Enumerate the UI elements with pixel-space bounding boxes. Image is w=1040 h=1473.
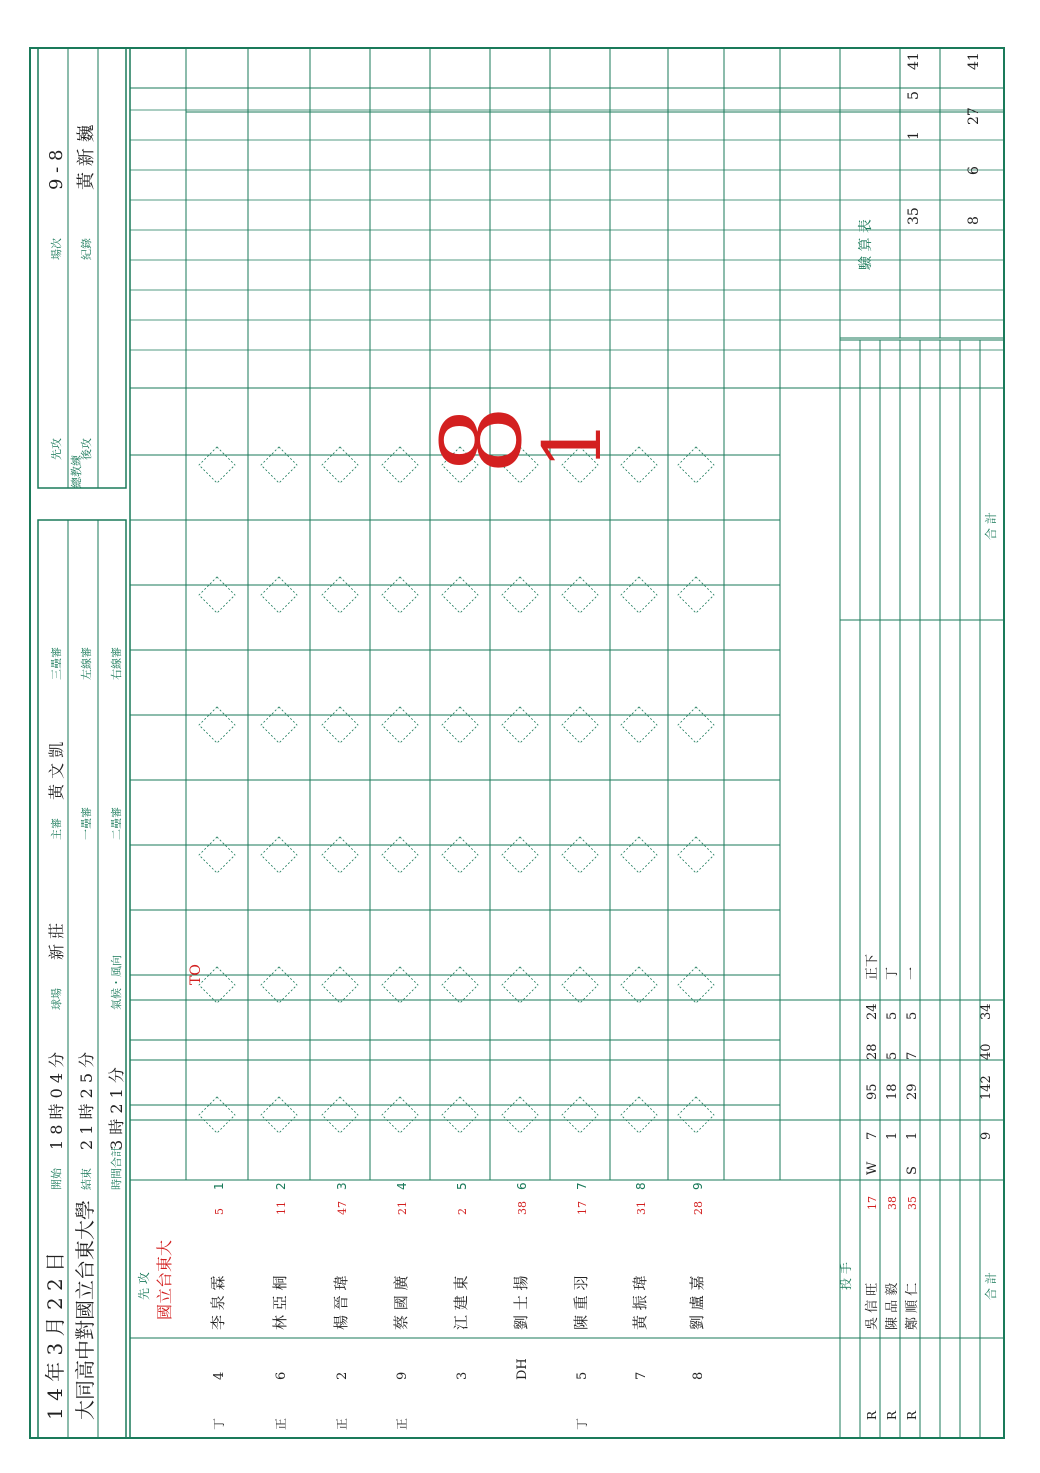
at-bat-diamond bbox=[678, 1097, 714, 1133]
at-bat-diamond bbox=[678, 447, 714, 483]
pitcher-hand: R bbox=[865, 1410, 879, 1420]
player-position: 7 bbox=[634, 1371, 649, 1380]
summary-bb: 5 bbox=[906, 91, 922, 100]
pitcher-batters-faced: 7 bbox=[905, 1051, 920, 1060]
at-bat-diamond bbox=[442, 967, 478, 1003]
pitcher-table bbox=[838, 954, 998, 1420]
batting-order: 7 bbox=[575, 1182, 589, 1190]
player-name: 劉 士 揚 bbox=[512, 1275, 530, 1330]
pitcher-innings: 1 bbox=[885, 1131, 900, 1140]
plate-umpire: 黃 文 凱 bbox=[47, 741, 66, 800]
at-bat-diamond bbox=[442, 837, 478, 873]
at-bat-diamond bbox=[678, 837, 714, 873]
head-coach-label: 總教練 bbox=[70, 455, 83, 488]
at-bat-diamonds bbox=[199, 447, 714, 1133]
player-number: 38 bbox=[516, 1201, 529, 1215]
at-bat-diamond bbox=[562, 967, 598, 1003]
at-bat-diamond bbox=[502, 577, 538, 613]
pitcher-batters-faced: 28 bbox=[865, 1043, 880, 1060]
summary-sum1: 41 bbox=[906, 52, 922, 70]
at-bat-diamond bbox=[199, 837, 235, 873]
pitcher-hits: 丁 bbox=[885, 966, 900, 980]
summary-sum3: 41 bbox=[966, 52, 982, 70]
summary-r: 8 bbox=[966, 216, 982, 225]
summary-po: 27 bbox=[966, 107, 982, 125]
at-bat-diamond bbox=[678, 967, 714, 1003]
at-bat-diamond bbox=[261, 1097, 297, 1133]
home-label: 後攻 bbox=[80, 438, 93, 460]
player-number: 21 bbox=[396, 1201, 409, 1215]
batting-order: 8 bbox=[634, 1182, 648, 1190]
at-bat-diamond bbox=[261, 967, 297, 1003]
matchup-title: 大同高中對國立台東大學 bbox=[73, 1200, 97, 1420]
left-line-umpire-label: 左線審 bbox=[80, 647, 93, 680]
pitcher-number: 17 bbox=[866, 1196, 879, 1210]
player-number: 2 bbox=[456, 1208, 469, 1215]
player-position: 6 bbox=[274, 1371, 289, 1380]
plate-umpire-label: 主審 bbox=[50, 818, 63, 840]
put-out-tally: 正 bbox=[335, 1417, 349, 1430]
player-name: 蔡 國 廣 bbox=[392, 1275, 410, 1330]
total-time-label: 時間合計 bbox=[110, 1146, 123, 1190]
summary-texts bbox=[857, 52, 982, 271]
lineup-team: 國立台東大 bbox=[155, 1239, 174, 1320]
pitcher-total-value: 40 bbox=[979, 1043, 994, 1060]
at-bat-diamond bbox=[322, 707, 358, 743]
summary-lob: 6 bbox=[966, 166, 982, 175]
at-bat-diamond bbox=[678, 577, 714, 613]
pitcher-number: 35 bbox=[906, 1196, 919, 1210]
venue-label: 球場 bbox=[50, 988, 63, 1010]
game-date: 1 4 年 3 月 2 2 日 bbox=[43, 1251, 67, 1420]
pitcher-total-value: 142 bbox=[979, 1075, 994, 1100]
player-name: 江 建 東 bbox=[452, 1275, 470, 1330]
lineup-table bbox=[136, 1182, 706, 1430]
pitcher-grid bbox=[840, 340, 1004, 1438]
pitcher-innings: 1 bbox=[905, 1131, 920, 1140]
pitcher-pitches: 95 bbox=[865, 1083, 880, 1100]
player-position: 2 bbox=[335, 1371, 350, 1380]
venue: 新 莊 bbox=[47, 922, 66, 960]
pitcher-total-value: 9 bbox=[979, 1131, 994, 1140]
pitcher-total-label: 合 計 bbox=[984, 1272, 998, 1300]
end-time: 2 1 時 2 5 分 bbox=[77, 1051, 96, 1150]
player-position: 9 bbox=[395, 1371, 410, 1380]
at-bat-diamond bbox=[502, 837, 538, 873]
third-base-umpire-label: 三壘審 bbox=[50, 647, 63, 680]
footer-total-label: 合 計 bbox=[984, 512, 998, 540]
visitor-label: 先攻 bbox=[50, 438, 63, 460]
pitcher-hits: 正下 bbox=[865, 953, 880, 980]
summary-ab: 35 bbox=[906, 207, 922, 225]
at-bat-diamond bbox=[621, 577, 657, 613]
at-bat-diamond bbox=[442, 707, 478, 743]
at-bat-diamond bbox=[199, 577, 235, 613]
batting-order: 4 bbox=[395, 1182, 409, 1190]
at-bat-diamond bbox=[442, 1097, 478, 1133]
pitcher-at-bats: 24 bbox=[865, 1003, 880, 1020]
pitcher-total-value: 34 bbox=[979, 1003, 994, 1020]
pitcher-pitches: 18 bbox=[885, 1083, 900, 1100]
inning-9-marker: 1 bbox=[526, 419, 619, 470]
at-bat-diamond bbox=[199, 707, 235, 743]
pitcher-pitches: 29 bbox=[905, 1083, 920, 1100]
at-bat-diamond bbox=[382, 707, 418, 743]
player-name: 陳 重 羽 bbox=[572, 1275, 590, 1330]
summary-box bbox=[840, 48, 1004, 338]
at-bat-diamond bbox=[502, 707, 538, 743]
end-label: 結束 bbox=[80, 1168, 93, 1190]
summary-title: 驗 算 表 bbox=[858, 219, 874, 270]
player-name: 黃 振 瑋 bbox=[631, 1275, 649, 1330]
at-bat-diamond bbox=[261, 577, 297, 613]
batting-order: 6 bbox=[515, 1182, 529, 1190]
batting-order: 3 bbox=[335, 1182, 349, 1190]
pitcher-result: W bbox=[865, 1161, 880, 1175]
player-number: 5 bbox=[213, 1208, 226, 1215]
total-time: 3 時 2 1 分 bbox=[107, 1067, 126, 1150]
put-out-tally: 丁 bbox=[212, 1417, 226, 1430]
pitcher-result: S bbox=[905, 1166, 920, 1175]
at-bat-diamond bbox=[261, 447, 297, 483]
player-name: 楊 晉 瑋 bbox=[332, 1275, 350, 1330]
batting-order: 9 bbox=[691, 1182, 705, 1190]
player-number: 11 bbox=[275, 1201, 288, 1215]
game-no: 9 - 8 bbox=[46, 149, 67, 190]
player-position: 4 bbox=[212, 1371, 227, 1380]
at-bat-diamond bbox=[322, 837, 358, 873]
pitcher-hits: 一 bbox=[905, 966, 920, 980]
pitcher-title: 投 手 bbox=[839, 1262, 853, 1290]
lineup-title: 先 攻 bbox=[137, 1272, 151, 1300]
player-position: DH bbox=[515, 1358, 530, 1380]
at-bat-diamond bbox=[199, 967, 235, 1003]
at-bat-diamond bbox=[562, 577, 598, 613]
summary-sh: 1 bbox=[906, 131, 922, 140]
inning-4-note: TO bbox=[188, 964, 204, 985]
start-time: 1 8 時 0 4 分 bbox=[47, 1051, 66, 1150]
player-position: 5 bbox=[575, 1371, 590, 1380]
pitcher-hand: R bbox=[905, 1410, 919, 1420]
at-bat-diamond bbox=[502, 967, 538, 1003]
at-bat-diamond bbox=[621, 837, 657, 873]
pitcher-batters-faced: 5 bbox=[885, 1051, 900, 1060]
at-bat-diamond bbox=[261, 707, 297, 743]
at-bat-diamond bbox=[502, 1097, 538, 1133]
at-bat-diamond bbox=[382, 447, 418, 483]
scorer: 黃 新 巍 bbox=[76, 124, 97, 190]
second-base-umpire-label: 二壘審 bbox=[110, 807, 123, 840]
at-bat-diamond bbox=[322, 447, 358, 483]
at-bat-diamond bbox=[562, 837, 598, 873]
player-number: 31 bbox=[635, 1201, 648, 1215]
put-out-tally: 丁 bbox=[575, 1417, 589, 1430]
pitcher-name: 陳 品 毅 bbox=[885, 1282, 900, 1330]
at-bat-diamond bbox=[621, 707, 657, 743]
player-name: 林 亞 桐 bbox=[271, 1275, 289, 1330]
inning-8-marker: 8 bbox=[418, 405, 546, 475]
pitcher-innings: 7 bbox=[865, 1131, 880, 1140]
pitcher-hand: R bbox=[885, 1410, 899, 1420]
weather-label: 氣候・風向 bbox=[110, 955, 123, 1010]
player-name: 劉 盧 嘉 bbox=[688, 1275, 706, 1330]
at-bat-diamond bbox=[442, 577, 478, 613]
header-texts bbox=[43, 125, 126, 1420]
pitcher-name: 吳 信 旺 bbox=[865, 1282, 880, 1330]
game-no-label: 場次 bbox=[50, 238, 63, 260]
right-line-umpire-label: 右線審 bbox=[110, 647, 123, 680]
batting-order: 5 bbox=[455, 1182, 469, 1190]
at-bat-diamond bbox=[382, 1097, 418, 1133]
first-base-umpire-label: 一壘審 bbox=[80, 807, 93, 840]
at-bat-diamond bbox=[261, 837, 297, 873]
pitcher-at-bats: 5 bbox=[885, 1011, 900, 1020]
at-bat-diamond bbox=[322, 577, 358, 613]
player-position: 8 bbox=[691, 1371, 706, 1380]
scorer-label: 紀錄 bbox=[80, 238, 93, 260]
inning-grid bbox=[130, 455, 780, 1105]
at-bat-diamond bbox=[382, 837, 418, 873]
pitcher-at-bats: 5 bbox=[905, 1011, 920, 1020]
pitcher-number: 38 bbox=[886, 1196, 899, 1210]
player-position: 3 bbox=[455, 1371, 470, 1380]
at-bat-diamond bbox=[199, 447, 235, 483]
at-bat-diamond bbox=[562, 707, 598, 743]
at-bat-diamond bbox=[382, 577, 418, 613]
batting-order: 1 bbox=[212, 1182, 226, 1190]
put-out-tally: 正 bbox=[274, 1417, 288, 1430]
at-bat-diamond bbox=[322, 967, 358, 1003]
player-name: 李 泉 霖 bbox=[209, 1275, 227, 1330]
player-number: 17 bbox=[576, 1201, 589, 1215]
player-bands bbox=[186, 48, 840, 1438]
at-bat-diamond bbox=[322, 1097, 358, 1133]
at-bat-diamond bbox=[678, 707, 714, 743]
at-bat-diamond bbox=[562, 1097, 598, 1133]
at-bat-diamond bbox=[199, 1097, 235, 1133]
pitcher-name: 鄭 順 仁 bbox=[905, 1282, 920, 1330]
put-out-tally: 正 bbox=[395, 1417, 409, 1430]
player-number: 47 bbox=[336, 1201, 349, 1215]
start-label: 開始 bbox=[50, 1168, 63, 1190]
at-bat-diamond bbox=[621, 967, 657, 1003]
at-bat-diamond bbox=[382, 967, 418, 1003]
at-bat-diamond bbox=[621, 447, 657, 483]
batting-order: 2 bbox=[274, 1182, 288, 1190]
at-bat-diamond bbox=[621, 1097, 657, 1133]
player-number: 28 bbox=[692, 1201, 705, 1215]
